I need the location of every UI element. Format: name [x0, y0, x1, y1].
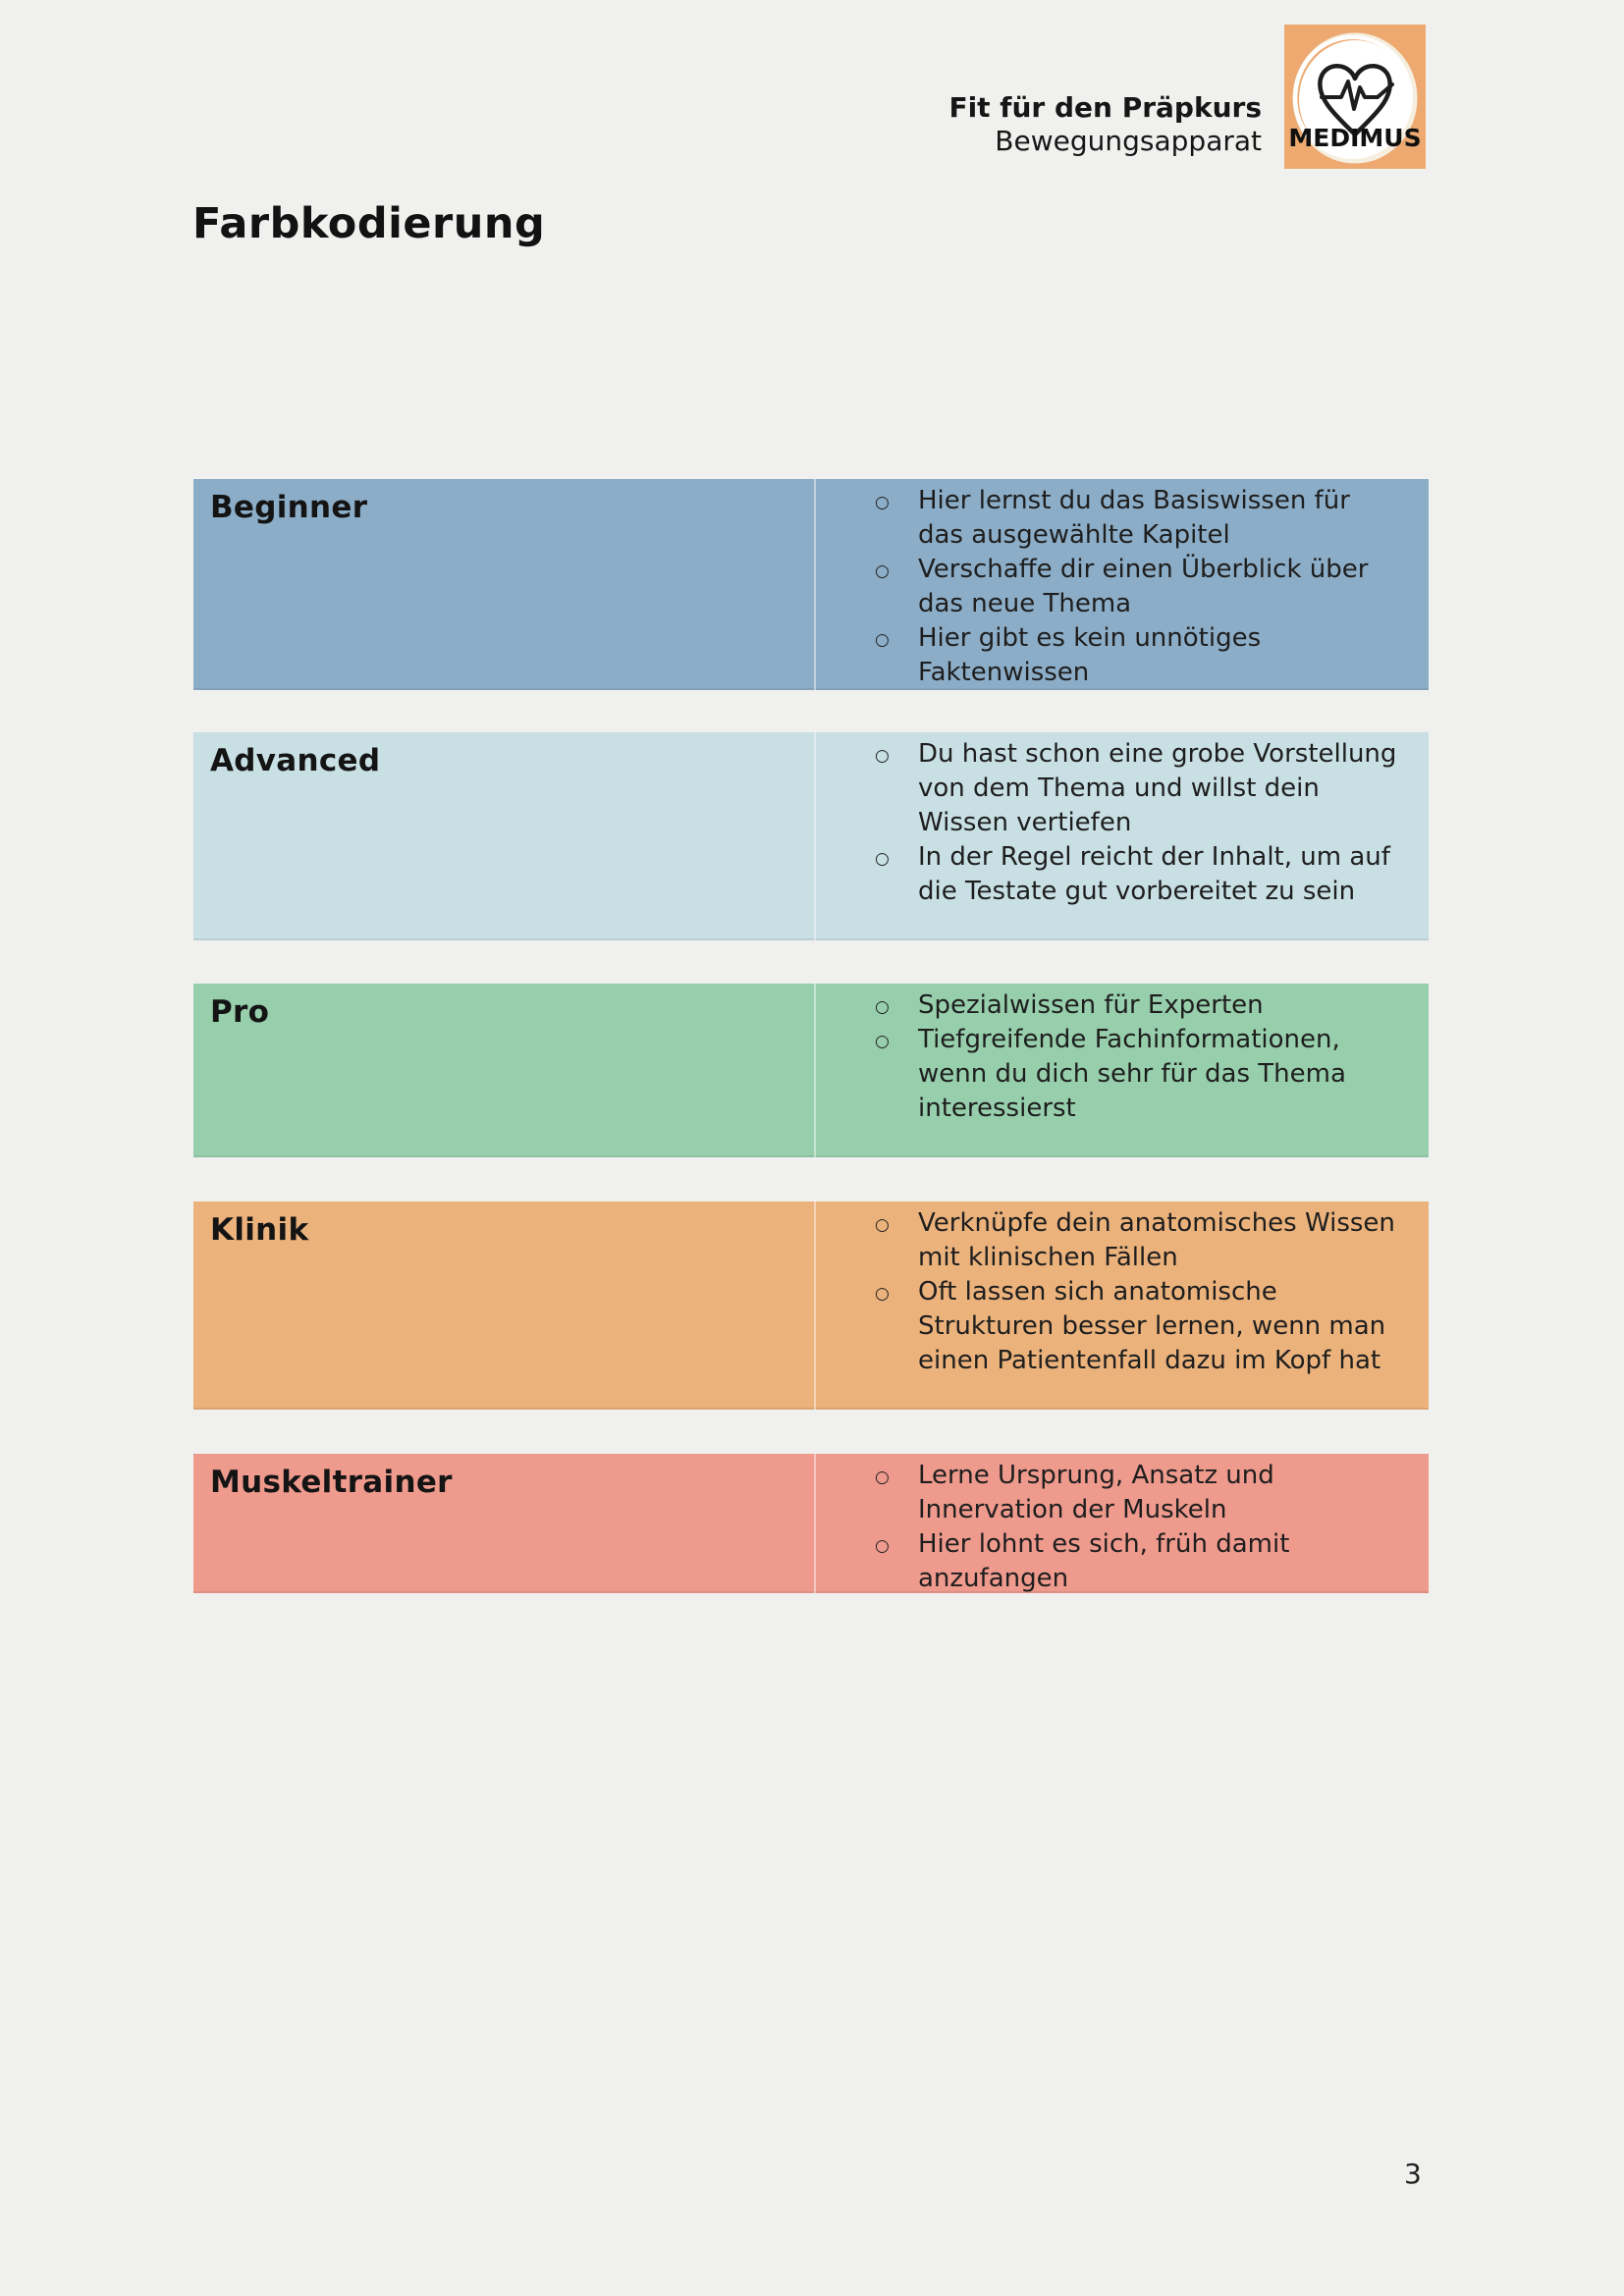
legend-label: Beginner — [210, 490, 368, 525]
legend-bullets — [814, 1201, 1429, 1410]
legend-bullets — [814, 984, 1429, 1157]
header-course-subtitle: Bewegungsapparat — [995, 125, 1262, 157]
heart-ecg-icon — [1284, 25, 1426, 169]
legend-row-advanced — [193, 732, 1429, 940]
legend-row-beginner — [193, 479, 1429, 690]
legend-bullet: ○ Lerne Ursprung, Ansatz und Innervation der Muskeln — [816, 1459, 1403, 1527]
legend-bullets — [814, 479, 1429, 690]
legend-label: Klinik — [210, 1212, 309, 1248]
legend-bullet: ○ Oft lassen sich anatomische Strukturen besser lernen, wenn man einen Patientenfall dazu im Kopf hat — [816, 1275, 1403, 1378]
color-legend — [193, 479, 1429, 1593]
page-number: 3 — [1404, 2158, 1422, 2190]
legend-bullet: ○ Hier lernst du das Basiswissen für das ausgewählte Kapitel — [816, 484, 1403, 553]
legend-row-pro — [193, 984, 1429, 1157]
legend-bullet: ○ Verknüpfe dein anatomisches Wissen mit klinischen Fällen — [816, 1206, 1403, 1275]
legend-bullet: ○ In der Regel reicht der Inhalt, um auf die Testate gut vorbereitet zu sein — [816, 840, 1403, 909]
legend-label: Muskeltrainer — [210, 1465, 453, 1500]
legend-row-muskeltrainer — [193, 1454, 1429, 1593]
legend-bullet: ○ Tiefgreifende Fachinformationen, wenn du dich sehr für das Thema interessierst — [816, 1023, 1403, 1126]
legend-bullet: ○ Du hast schon eine grobe Vorstellung von dem Thema und willst dein Wissen vertiefen — [816, 737, 1403, 840]
legend-bullets — [814, 1454, 1429, 1593]
medimus-logo — [1284, 25, 1426, 169]
logo-brand-text: MEDIMUS — [1288, 124, 1422, 152]
legend-label: Pro — [210, 994, 270, 1030]
header-text — [948, 91, 1262, 158]
legend-bullet: ○ Hier lohnt es sich, früh damit anzufangen — [816, 1527, 1403, 1593]
header-course-title: Fit für den Präpkurs — [948, 91, 1262, 124]
legend-label: Advanced — [210, 743, 381, 778]
legend-bullet: ○ Spezialwissen für Experten — [816, 988, 1403, 1023]
legend-row-klinik — [193, 1201, 1429, 1410]
legend-bullet: ○ Hier gibt es kein unnötiges Faktenwissen — [816, 621, 1403, 690]
page-title: Farbkodierung — [192, 199, 546, 248]
legend-bullet: ○ Verschaffe dir einen Überblick über das neue Thema — [816, 553, 1403, 621]
legend-bullets — [814, 732, 1429, 940]
